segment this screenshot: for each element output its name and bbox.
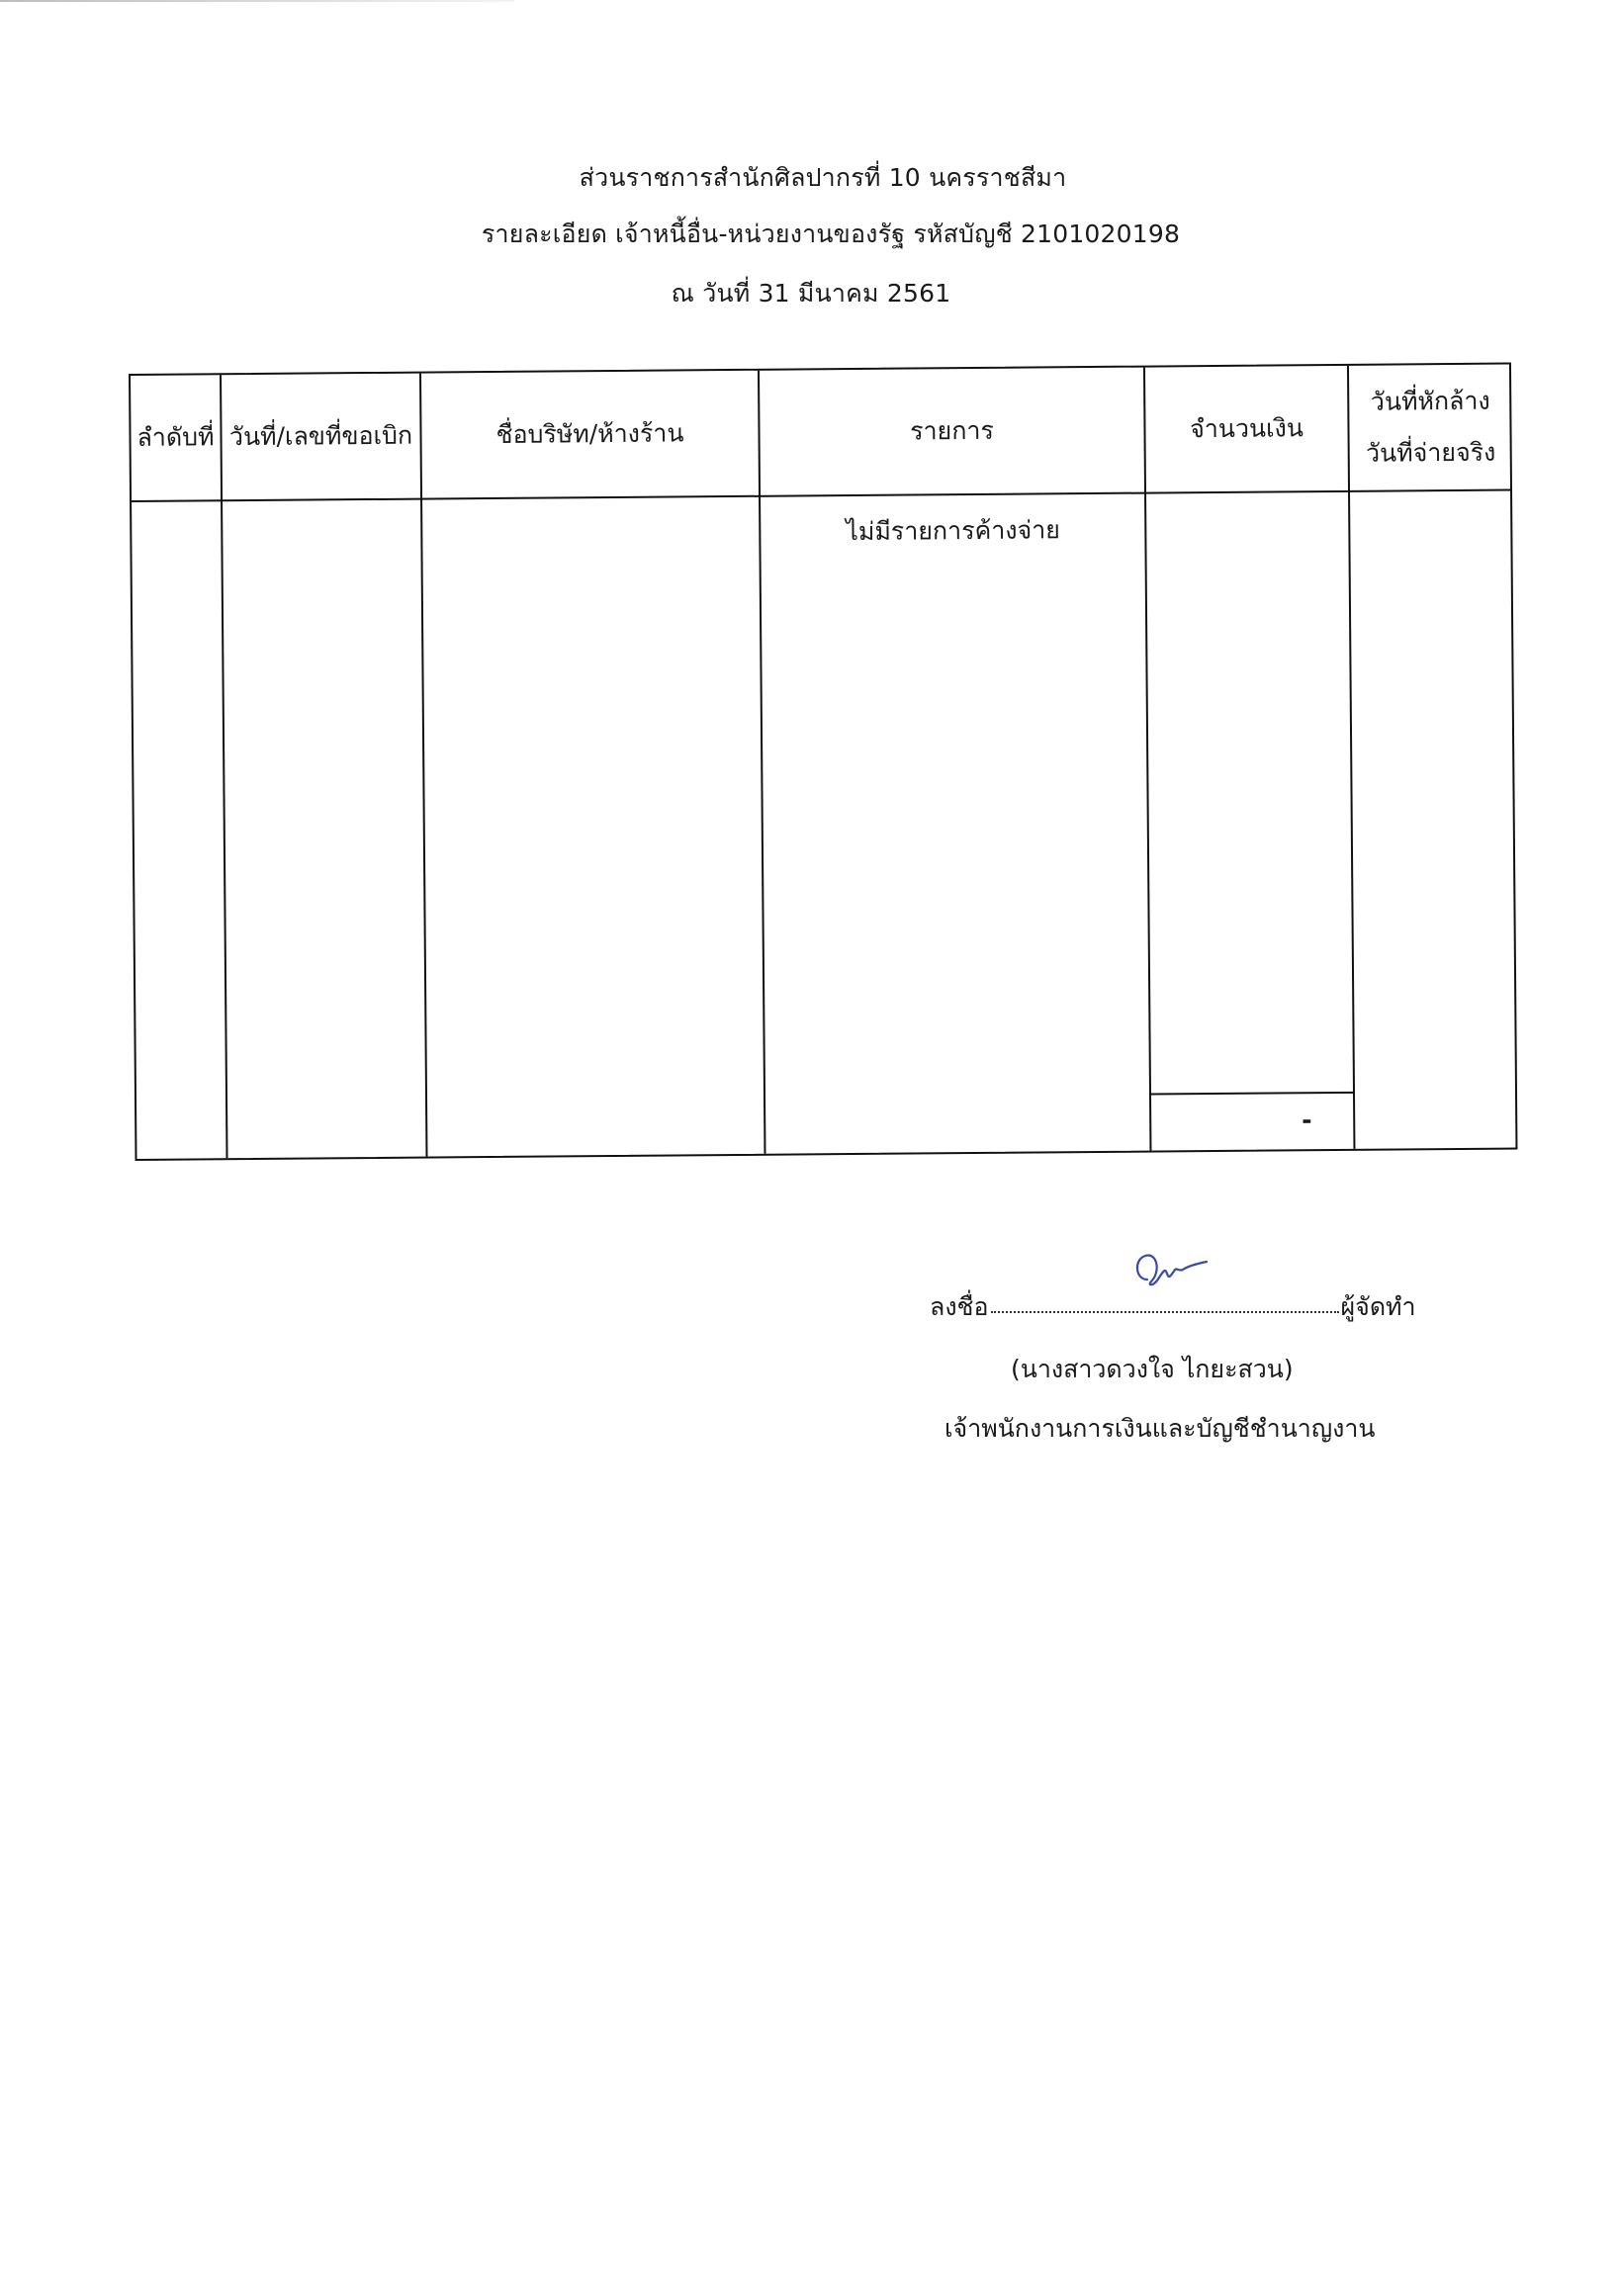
report-date: ณ วันที่ 31 มีนาคม 2561 — [671, 279, 951, 308]
header-clear-date-line2: วันที่จ่ายจริง — [1365, 437, 1496, 468]
header-date-no: วันที่/เลขที่ขอเบิก — [228, 420, 413, 452]
sign-label: ลงชื่อ — [930, 1292, 989, 1321]
no-items-text: ไม่มีรายการค้างจ่าย — [846, 515, 1061, 547]
report-title: รายละเอียด เจ้าหนี้อื่น-หน่วยงานของรัฐ รหัสบัญชี 2101020198 — [481, 220, 1181, 248]
header-amount: จำนวนเงิน — [1189, 413, 1303, 444]
header-clear-date-line1: วันที่หักล้าง — [1370, 386, 1490, 416]
total-amount: - — [1302, 1105, 1312, 1135]
role-label: ผู้จัดทำ — [1340, 1292, 1416, 1321]
signature-dotted-line — [991, 1311, 1339, 1313]
header-item: รายการ — [910, 415, 994, 446]
signer-name: (นางสาวดวงใจ ไกยะสวน) — [1011, 1355, 1294, 1383]
agency-title: ส่วนราชการสำนักศิลปากรที่ 10 นครราชสีมา — [579, 163, 1067, 192]
header-company: ชื่อบริษัท/ห้างร้าน — [495, 418, 684, 449]
signer-position: เจ้าพนักงานการเงินและบัญชีชำนาญงาน — [944, 1414, 1376, 1443]
header-seq: ลำดับที่ — [136, 422, 215, 452]
sign-row — [930, 1287, 1416, 1327]
